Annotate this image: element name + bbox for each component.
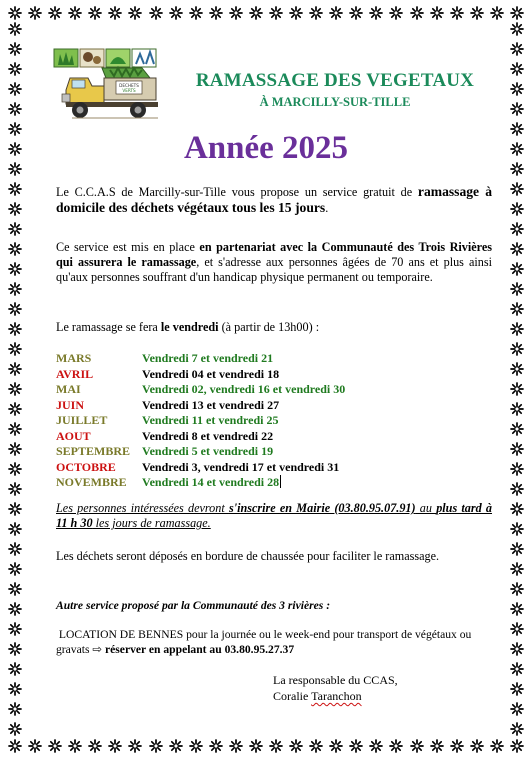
border-star-icon <box>229 6 243 20</box>
border-star-icon <box>510 442 524 456</box>
deposit-paragraph: Les déchets seront déposés en bordure de chaussée pour faciliter le ramassage. <box>56 549 440 563</box>
border-star-icon <box>8 482 22 496</box>
schedule-dates: Vendredi 04 et vendredi 18 <box>142 366 280 381</box>
border-star-icon <box>490 739 504 753</box>
registration-phone: s'inscrire en Mairie (03.80.95.07.91) <box>228 501 416 515</box>
border-star-icon <box>510 582 524 596</box>
border-star-icon <box>510 282 524 296</box>
border-star-icon <box>289 6 303 20</box>
schedule-dates: Vendredi 02, vendredi 16 et vendredi 30 <box>142 382 346 396</box>
document-subtitle: À MARCILLY-SUR-TILLE <box>259 95 411 109</box>
border-star-icon <box>490 6 504 20</box>
bennes-paragraph <box>56 627 492 657</box>
schedule-dates: Vendredi 11 et vendredi 25 <box>142 413 279 427</box>
signature-first-name: Coralie <box>273 689 309 703</box>
border-star-icon <box>510 642 524 656</box>
schedule-dates: Vendredi 13 et vendredi 27 <box>142 397 280 412</box>
border-star-icon <box>149 6 163 20</box>
border-star-icon <box>189 6 203 20</box>
border-star-icon <box>108 6 122 20</box>
table-row <box>56 413 486 429</box>
registration-text-3: au <box>415 501 437 515</box>
border-star-icon <box>48 739 62 753</box>
table-row <box>56 429 486 445</box>
intro-line1: Le C.C.A.S de Marcilly-sur-Tille vous propose un service gratuit de <box>56 185 413 199</box>
schedule-month: JUILLET <box>56 413 108 427</box>
border-star-icon <box>8 522 22 536</box>
border-star-icon <box>8 642 22 656</box>
partnership-text-3: , et s'adresse aux personnes âgées de 70 ans et plus ainsi qu'aux personnes souffrant d'un handicap physique permanent ou temporaire. <box>56 255 492 284</box>
border-star-icon <box>28 6 42 20</box>
signature-name <box>273 688 398 704</box>
border-star-icon <box>510 739 524 753</box>
border-star-icon <box>8 182 22 196</box>
bennes-text: LOCATION DE BENNES pour la journée ou le week-end pour transport de végétaux ou gravats <box>56 628 472 656</box>
schedule-dates-last[interactable] <box>142 475 486 491</box>
table-row <box>56 382 486 398</box>
border-star-icon <box>8 602 22 616</box>
schedule-month: NOVEMBRE <box>56 475 127 489</box>
border-star-icon <box>28 739 42 753</box>
arrow-right-icon: ⇨ <box>92 643 103 656</box>
signature-last-name: Taranchon <box>311 689 362 703</box>
year-heading: Année 2025 <box>183 130 349 166</box>
border-star-icon <box>470 6 484 20</box>
green-waste-truck-logo <box>52 48 160 122</box>
schedule-month: MAI <box>56 382 81 396</box>
border-star-icon <box>430 739 444 753</box>
border-star-icon <box>510 342 524 356</box>
pickup-day-paragraph <box>56 320 492 335</box>
border-star-icon <box>510 182 524 196</box>
border-star-icon <box>269 739 283 753</box>
schedule-month: JUIN <box>56 397 85 412</box>
border-star-icon <box>8 739 22 753</box>
truck-sign-line2: VERTS <box>122 88 136 93</box>
pickup-day-text-1: Le ramassage se fera <box>56 320 161 334</box>
border-star-icon <box>470 739 484 753</box>
border-star-icon <box>510 702 524 716</box>
border-star-icon <box>8 42 22 56</box>
table-row <box>56 398 486 414</box>
border-star-icon <box>8 6 22 20</box>
border-star-icon <box>510 502 524 516</box>
border-star-icon <box>450 739 464 753</box>
border-star-icon <box>410 6 424 20</box>
border-star-icon <box>510 62 524 76</box>
pickup-day-bold: le vendredi <box>160 320 219 334</box>
pickup-schedule-table <box>56 351 486 491</box>
border-star-icon <box>510 362 524 376</box>
border-star-icon <box>8 302 22 316</box>
border-star-icon <box>510 42 524 56</box>
schedule-dates: Vendredi 5 et vendredi 19 <box>142 444 274 458</box>
border-star-icon <box>510 102 524 116</box>
intro-end: . <box>325 201 329 215</box>
border-star-icon <box>8 102 22 116</box>
border-star-icon <box>128 6 142 20</box>
table-row <box>56 351 486 367</box>
registration-deadline: plus tard à 11 h 30 <box>56 501 493 530</box>
border-star-icon <box>229 739 243 753</box>
signature-title: La responsable du CCAS, <box>273 673 398 687</box>
border-star-icon <box>369 6 383 20</box>
border-star-icon <box>8 442 22 456</box>
border-star-icon <box>510 622 524 636</box>
table-row <box>56 460 486 476</box>
border-star-icon <box>8 682 22 696</box>
border-star-icon <box>68 6 82 20</box>
border-star-icon <box>510 302 524 316</box>
border-star-icon <box>510 202 524 216</box>
registration-paragraph <box>56 501 492 531</box>
border-star-icon <box>430 6 444 20</box>
border-star-icon <box>8 662 22 676</box>
text-cursor <box>280 475 281 488</box>
border-star-icon <box>510 262 524 276</box>
border-star-icon <box>8 562 22 576</box>
border-star-icon <box>450 6 464 20</box>
border-star-icon <box>510 542 524 556</box>
border-star-icon <box>8 362 22 376</box>
border-star-icon <box>249 739 263 753</box>
schedule-dates: Vendredi 8 et vendredi 22 <box>142 428 274 443</box>
border-star-icon <box>189 739 203 753</box>
border-star-icon <box>8 222 22 236</box>
border-star-icon <box>510 322 524 336</box>
border-star-icon <box>510 402 524 416</box>
border-star-icon <box>289 739 303 753</box>
border-star-icon <box>510 422 524 436</box>
border-bottom <box>8 737 524 755</box>
border-star-icon <box>8 462 22 476</box>
border-star-icon <box>510 662 524 676</box>
registration-text-1: Les personnes intéressées devront <box>56 501 229 515</box>
border-star-icon <box>510 522 524 536</box>
border-star-icon <box>68 739 82 753</box>
schedule-month: AVRIL <box>56 366 94 381</box>
border-star-icon <box>329 6 343 20</box>
border-star-icon <box>510 6 524 20</box>
border-star-icon <box>108 739 122 753</box>
border-star-icon <box>510 382 524 396</box>
document-title: RAMASSAGE DES VEGETAUX <box>195 70 475 91</box>
border-star-icon <box>510 482 524 496</box>
border-star-icon <box>128 739 142 753</box>
border-star-icon <box>8 542 22 556</box>
border-star-icon <box>8 582 22 596</box>
border-star-icon <box>8 382 22 396</box>
border-star-icon <box>8 622 22 636</box>
other-service-heading: Autre service proposé par la Communauté des 3 rivières : <box>56 599 331 612</box>
border-star-icon <box>349 6 363 20</box>
partnership-text-bold: en partenariat avec la Communauté des Trois Rivières qui assurera le ramassage <box>56 240 492 269</box>
border-star-icon <box>8 242 22 256</box>
table-row <box>56 444 486 460</box>
border-star-icon <box>8 202 22 216</box>
signature-block <box>273 672 398 704</box>
schedule-month: MARS <box>56 351 92 365</box>
border-star-icon <box>169 6 183 20</box>
partnership-text-1: Ce service est mis en place <box>56 240 200 254</box>
table-row <box>56 475 486 491</box>
border-top <box>8 4 524 22</box>
border-star-icon <box>249 6 263 20</box>
border-star-icon <box>8 402 22 416</box>
border-star-icon <box>8 422 22 436</box>
border-star-icon <box>8 22 22 36</box>
border-star-icon <box>510 242 524 256</box>
bennes-phone: réserver en appelant au 03.80.95.27.37 <box>102 643 295 656</box>
border-star-icon <box>8 262 22 276</box>
schedule-month: AOUT <box>56 428 91 443</box>
registration-text-5: les jours de ramassage. <box>92 516 211 530</box>
border-star-icon <box>510 682 524 696</box>
border-star-icon <box>8 702 22 716</box>
border-star-icon <box>8 502 22 516</box>
border-star-icon <box>510 722 524 736</box>
border-star-icon <box>209 739 223 753</box>
border-star-icon <box>349 739 363 753</box>
border-star-icon <box>169 739 183 753</box>
schedule-dates: Vendredi 3, vendredi 17 et vendredi 31 <box>142 459 340 474</box>
border-star-icon <box>510 602 524 616</box>
border-star-icon <box>8 282 22 296</box>
truck-sign-line1: DECHETS <box>119 83 139 88</box>
border-star-icon <box>369 739 383 753</box>
schedule-month: SEPTEMBRE <box>56 444 131 458</box>
partnership-paragraph <box>56 240 492 285</box>
border-star-icon <box>269 6 283 20</box>
border-star-icon <box>410 739 424 753</box>
schedule-month: OCTOBRE <box>56 459 116 474</box>
border-star-icon <box>8 62 22 76</box>
schedule-dates: Vendredi 14 et vendredi 28 <box>142 475 280 489</box>
border-star-icon <box>8 322 22 336</box>
border-star-icon <box>149 739 163 753</box>
border-star-icon <box>309 739 323 753</box>
schedule-dates: Vendredi 7 et vendredi 21 <box>142 351 274 365</box>
border-star-icon <box>88 739 102 753</box>
border-star-icon <box>510 562 524 576</box>
border-star-icon <box>389 6 403 20</box>
pickup-day-text-3: (à partir de 13h00) : <box>218 320 320 334</box>
border-star-icon <box>88 6 102 20</box>
border-star-icon <box>510 222 524 236</box>
table-row <box>56 367 486 383</box>
border-star-icon <box>510 82 524 96</box>
border-star-icon <box>389 739 403 753</box>
intro-highlight: ramassage à domicile des déchets végétaux tous les 15 jours <box>56 184 492 215</box>
border-star-icon <box>329 739 343 753</box>
border-star-icon <box>209 6 223 20</box>
border-star-icon <box>8 722 22 736</box>
border-star-icon <box>309 6 323 20</box>
border-star-icon <box>8 82 22 96</box>
border-star-icon <box>510 462 524 476</box>
border-star-icon <box>48 6 62 20</box>
border-star-icon <box>510 22 524 36</box>
intro-paragraph <box>56 184 492 216</box>
border-star-icon <box>8 342 22 356</box>
